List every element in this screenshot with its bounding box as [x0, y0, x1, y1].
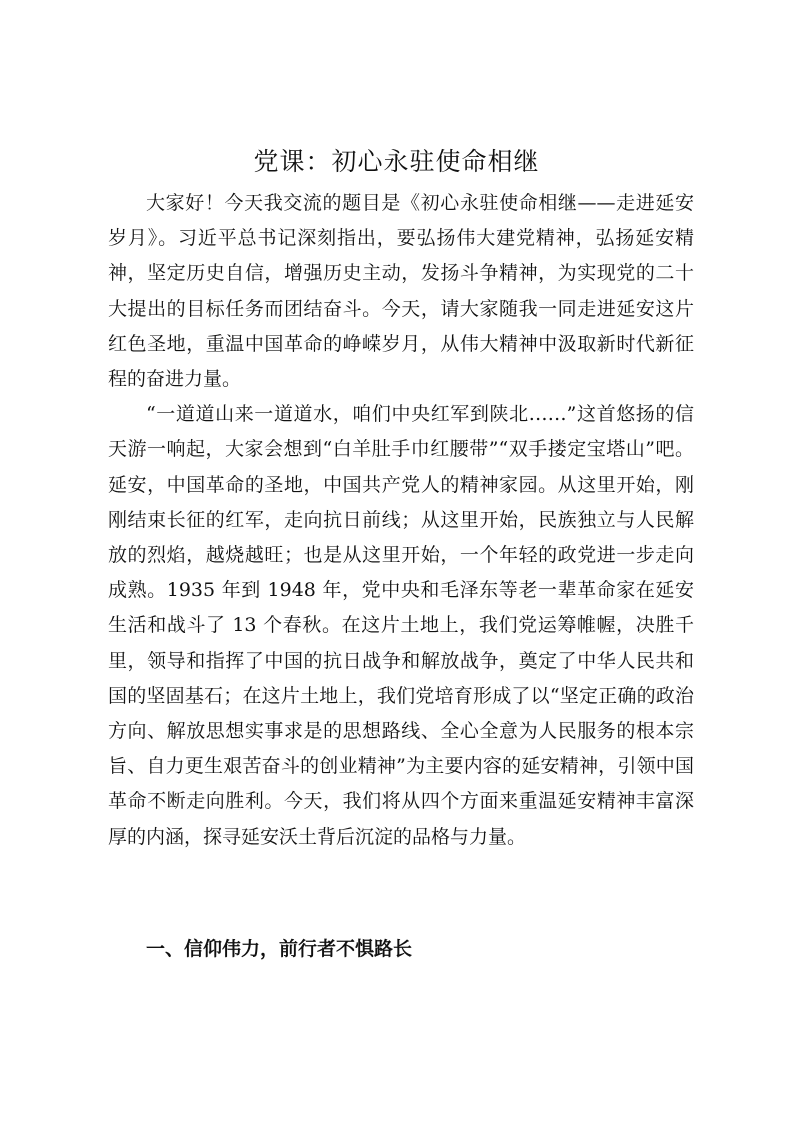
document-title: 党课：初心永驻使命相继 — [253, 147, 540, 176]
document-body — [108, 186, 694, 855]
paragraph-yanan: “一道道山来一道道水，咱们中央红军到陕北……”这首悠扬的信天游一响起，大家会想到“白羊肚手巾红腰带”“双手搂定宝塔山”吧。延安，中国革命的圣地，中国共产党人的精神家园。从这里开始，刚刚结束长征的红军，走向抗日前线；从这里开始，民族独立与人民解放的烈焰，越烧越旺；也是从这里开始，一个年轻的政党进一步走向成熟。1935 年到 1948 年，党中央和毛泽东等老一辈革命家在延安生活和战斗了 13 个春秋。在这片土地上，我们党运筹帷幄，决胜千里，领导和指挥了中国的抗日战争和解放战争，奠定了中华人民共和国的坚固基石；在这片土地上，我们党培育形成了以“坚定正确的政治方向、解放思想实事求是的思想路线、全心全意为人民服务的根本宗旨、自力更生艰苦奋斗的创业精神”为主要内容的延安精神，引领中国革命不断走向胜利。今天，我们将从四个方面来重温延安精神丰富深厚的内涵，探寻延安沃土背后沉淀的品格与力量。 — [108, 403, 694, 848]
section-heading-1: 一、信仰伟力，前行者不惧路长 — [146, 938, 413, 960]
paragraph-intro: 大家好！今天我交流的题目是《初心永驻使命相继——走进延安岁月》。习近平总书记深刻指出，要弘扬伟大建党精神，弘扬延安精神，坚定历史自信，增强历史主动，发扬斗争精神，为实现党的二十大提出的目标任务而团结奋斗。今天，请大家随我一同走进延安这片红色圣地，重温中国革命的峥嵘岁月，从伟大精神中汲取新时代新征程的奋进力量。 — [108, 192, 694, 391]
